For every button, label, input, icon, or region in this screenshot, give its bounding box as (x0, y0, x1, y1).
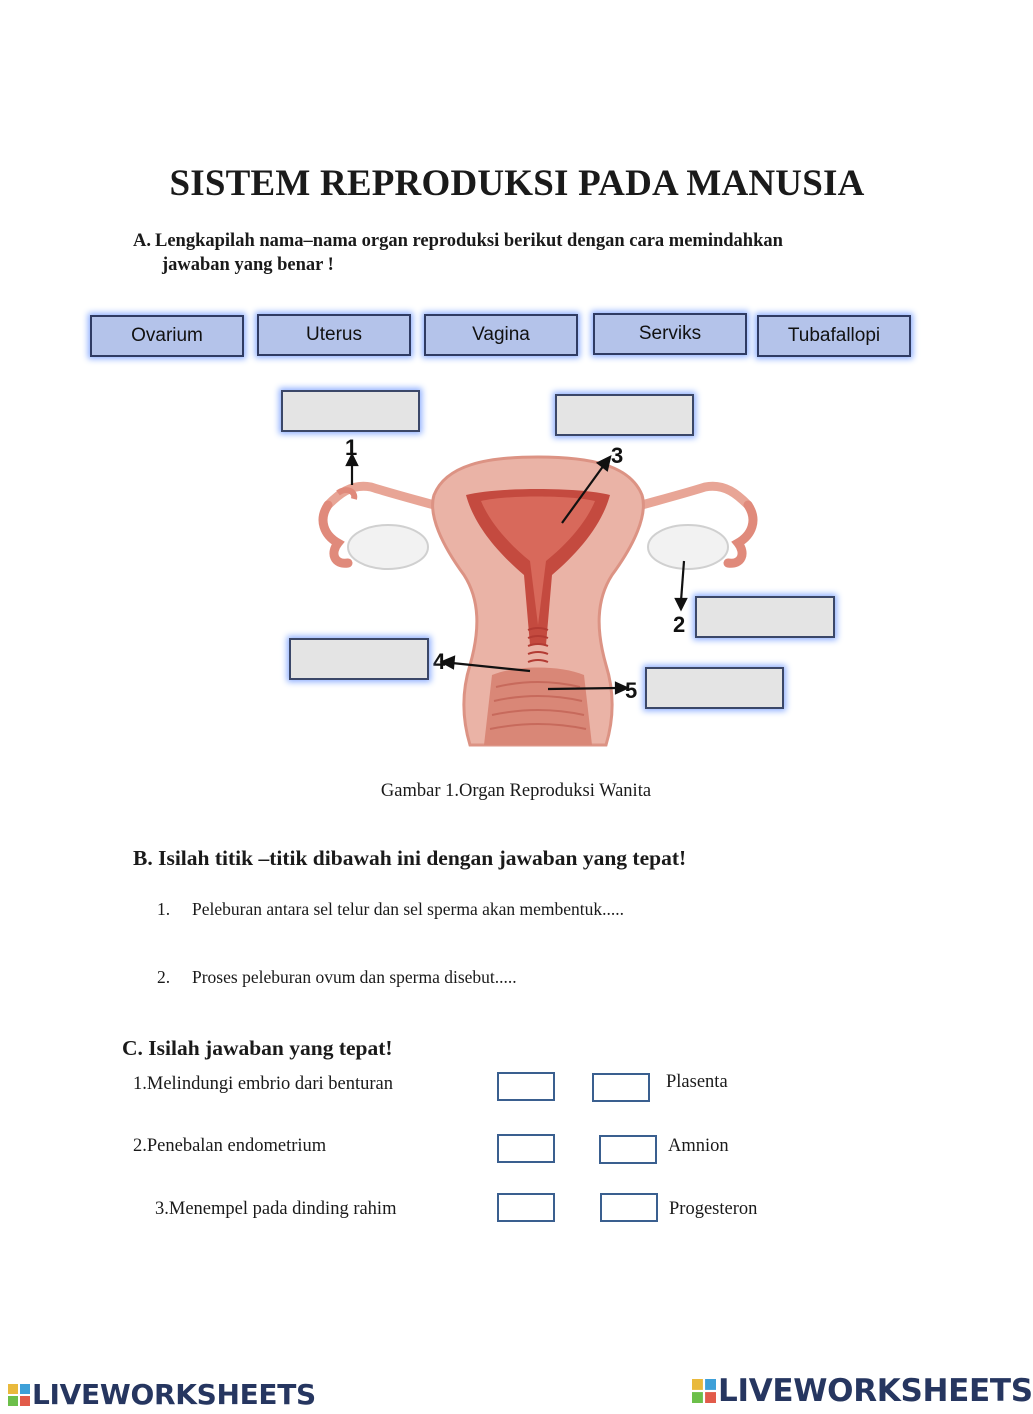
figure-caption: Gambar 1.Organ Reproduksi Wanita (380, 781, 652, 801)
match-box-left-3[interactable] (497, 1193, 555, 1222)
liveworksheets-logo-left (8, 1378, 316, 1411)
match-box-left-2[interactable] (497, 1134, 555, 1163)
match-box-right-3[interactable] (600, 1193, 658, 1222)
answer-chip-vagina[interactable]: Vagina (424, 314, 578, 356)
answer-chip-serviks[interactable]: Serviks (593, 313, 747, 355)
figure-label-5: 5 (625, 678, 638, 703)
match-box-right-1[interactable] (592, 1073, 650, 1102)
question-text: Proses peleburan ovum dan sperma disebut..... (192, 967, 517, 987)
answer-chip-uterus[interactable]: Uterus (257, 314, 411, 356)
figure-label-1: 1 (345, 435, 358, 460)
question-item[interactable] (157, 899, 757, 923)
liveworksheets-icon (692, 1379, 716, 1403)
liveworksheets-icon (8, 1384, 30, 1406)
match-box-right-2[interactable] (599, 1135, 657, 1164)
drop-slot-2[interactable] (695, 596, 835, 638)
question-text: Peleburan antara sel telur dan sel sperma akan membentuk..... (192, 899, 624, 919)
section-b-heading: B. Isilah titik –titik dibawah ini dengan jawaban yang tepat! (133, 846, 687, 870)
question-number: 1. (157, 899, 171, 919)
figure-label-2: 2 (673, 612, 686, 637)
question-number: 2. (157, 967, 171, 987)
section-a-instruction-line1: Lengkapilah nama–nama organ reproduksi berikut dengan cara memindahkan (155, 231, 783, 251)
matching-answer-1: Plasenta (666, 1072, 728, 1092)
figure-label-4: 4 (433, 649, 446, 674)
drop-slot-5[interactable] (645, 667, 784, 709)
figure-label-3: 3 (611, 443, 624, 468)
matching-statement-3: 3.Menempel pada dinding rahim (155, 1199, 397, 1219)
question-item[interactable] (157, 967, 757, 991)
section-a-number: A. (133, 231, 151, 251)
logo-text: LIVEWORKSHEETS (32, 1378, 316, 1411)
matching-answer-2: Amnion (668, 1136, 729, 1156)
page-title: SISTEM REPRODUKSI PADA MANUSIA (169, 163, 865, 204)
drop-slot-4[interactable] (289, 638, 429, 680)
logo-text: LIVEWORKSHEETS (718, 1373, 1033, 1409)
matching-statement-1: 1.Melindungi embrio dari benturan (133, 1074, 393, 1094)
drop-slot-3[interactable] (555, 394, 694, 436)
matching-statement-2: 2.Penebalan endometrium (133, 1136, 327, 1156)
section-a-instruction-line2: jawaban yang benar ! (162, 255, 334, 275)
drop-slot-1[interactable] (281, 390, 420, 432)
liveworksheets-logo-right (692, 1373, 1033, 1409)
matching-answer-3: Progesteron (669, 1199, 758, 1219)
answer-chip-tubafallopi[interactable]: Tubafallopi (757, 315, 911, 357)
section-c-heading: C. Isilah jawaban yang tepat! (122, 1036, 393, 1060)
match-box-left-1[interactable] (497, 1072, 555, 1101)
answer-chip-ovarium[interactable]: Ovarium (90, 315, 244, 357)
